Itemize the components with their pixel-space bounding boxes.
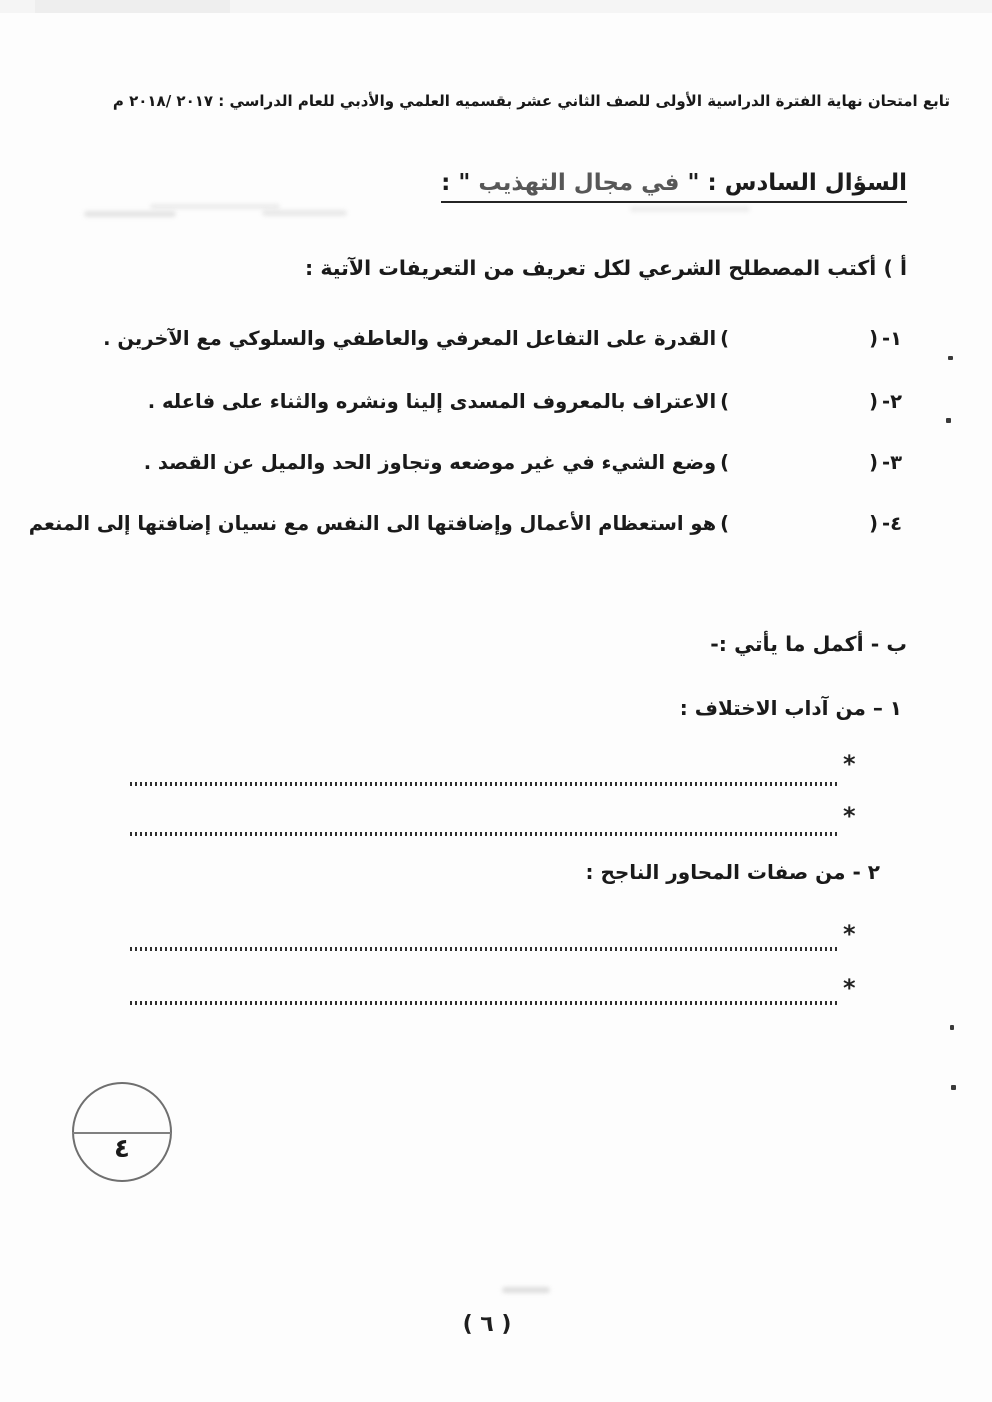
answer-paren-open-2: ( bbox=[720, 390, 730, 413]
section-b-question-1: ١ – من آداب الاختلاف : bbox=[679, 696, 902, 720]
definition-text-1: القدرة على التفاعل المعرفي والعاطفي والسلوكي مع الآخرين . bbox=[103, 327, 717, 350]
scan-smudge bbox=[262, 210, 347, 216]
answer-paren-close-3: ) bbox=[869, 451, 878, 474]
marks-value: ٤ bbox=[114, 1134, 130, 1164]
scan-smudge bbox=[630, 206, 750, 212]
scan-smudge bbox=[84, 211, 176, 217]
answer-dotted-line bbox=[130, 782, 838, 786]
definition-item-1 bbox=[103, 327, 904, 350]
definition-text-3: وضع الشيء في غير موضعه وتجاوز الحد والميل عن القصد . bbox=[143, 451, 717, 474]
section-a-heading: أ ) أكتب المصطلح الشرعي لكل تعريف من التعريفات الآتية : bbox=[305, 256, 907, 280]
scan-speck bbox=[951, 1085, 956, 1090]
question-title bbox=[441, 170, 907, 203]
definition-text-2: الاعتراف بالمعروف المسدى إلينا ونشره والثناء على فاعله . bbox=[147, 390, 717, 413]
question-title-post: " : bbox=[441, 170, 479, 196]
scan-speck bbox=[948, 356, 953, 360]
answer-bullet-star: * bbox=[843, 920, 856, 948]
question-title-pre: السؤال السادس : " bbox=[679, 170, 907, 196]
scan-speck bbox=[946, 418, 951, 423]
answer-dotted-line bbox=[130, 947, 838, 951]
item-number-1: ١- bbox=[882, 327, 902, 350]
scan-smudge bbox=[150, 204, 280, 209]
item-number-2: ٢- bbox=[882, 390, 902, 413]
definition-item-3 bbox=[144, 451, 904, 474]
scan-smudge bbox=[502, 1287, 550, 1293]
answer-bullet-star: * bbox=[843, 802, 856, 830]
answer-paren-close-1: ) bbox=[869, 327, 878, 350]
answer-bullet-star: * bbox=[843, 974, 856, 1002]
answer-dotted-line bbox=[130, 1001, 838, 1005]
section-b-heading: ب - أكمل ما يأتي :- bbox=[710, 632, 907, 656]
answer-paren-open-3: ( bbox=[720, 451, 730, 474]
answer-paren-close-2: ) bbox=[869, 390, 878, 413]
answer-paren-close-4: ) bbox=[869, 512, 878, 535]
question-title-topic: في مجال التهذيب bbox=[478, 170, 680, 196]
item-number-3: ٣- bbox=[882, 451, 902, 474]
definition-item-4 bbox=[29, 512, 904, 535]
answer-dotted-line bbox=[130, 832, 838, 836]
definition-item-2 bbox=[148, 390, 904, 413]
section-b-question-2: ٢ - من صفات المحاور الناجح : bbox=[585, 860, 880, 884]
marks-circle bbox=[72, 1082, 172, 1182]
definition-text-4: هو استعظام الأعمال وإضافتها الى النفس مع نسيان إضافتها إلى المنعم bbox=[28, 512, 717, 535]
answer-bullet-star: * bbox=[843, 750, 856, 778]
scan-speck bbox=[950, 1025, 954, 1030]
page-number: ( ٦ ) bbox=[462, 1312, 512, 1337]
answer-paren-open-1: ( bbox=[720, 327, 730, 350]
exam-header-line: تابع امتحان نهاية الفترة الدراسية الأولى للصف الثاني عشر بقسميه العلمي والأدبي للعام الدراسي : ٢٠١٧ /٢٠١٨ م bbox=[112, 92, 950, 110]
scan-artifact-band-dark bbox=[35, 0, 230, 13]
item-number-4: ٤- bbox=[882, 512, 902, 535]
answer-paren-open-4: ( bbox=[720, 512, 730, 535]
